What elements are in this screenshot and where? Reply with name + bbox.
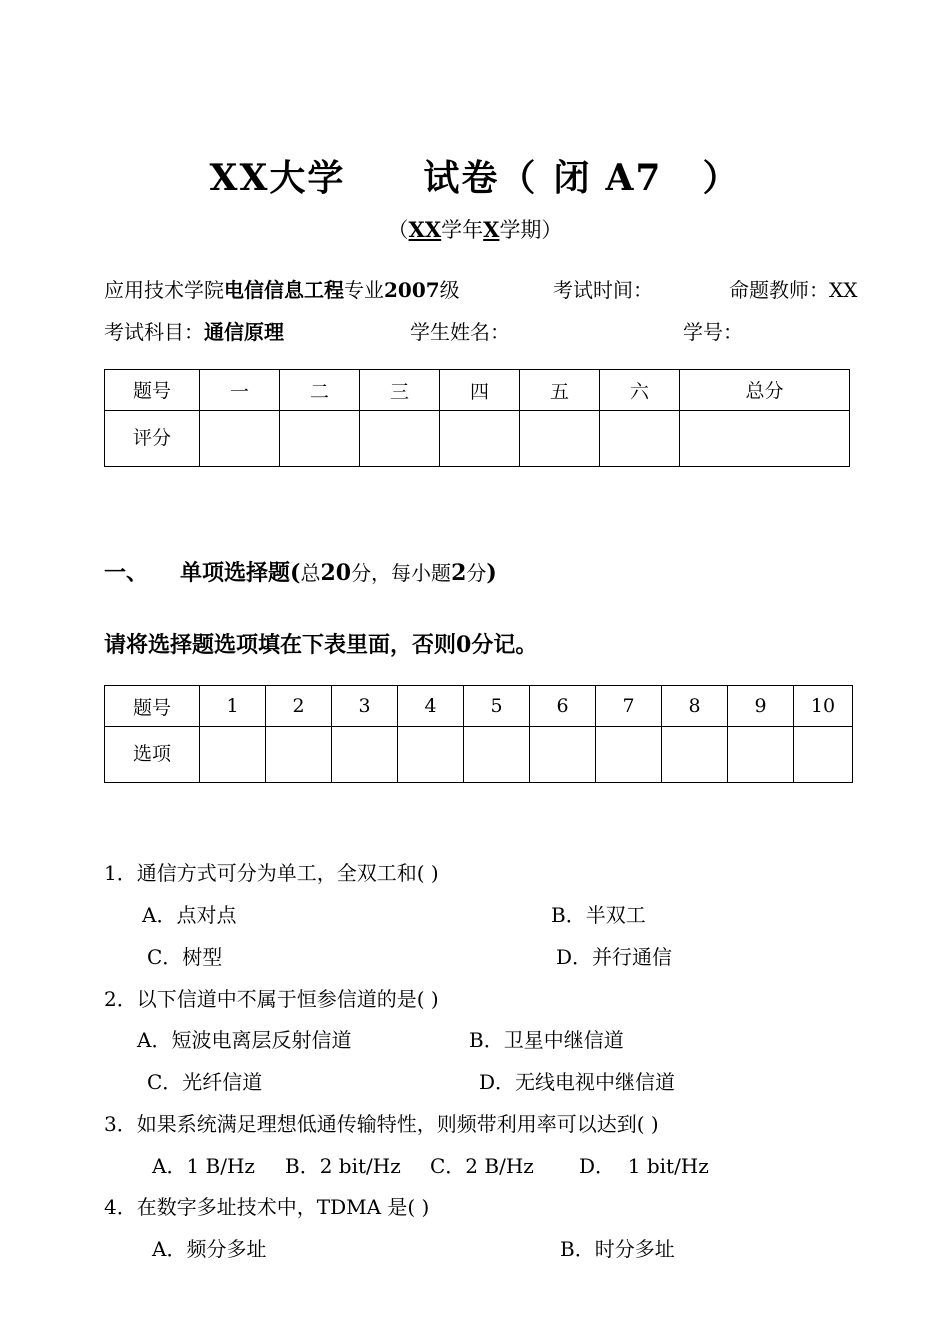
answer-col-4: 4	[398, 686, 464, 727]
question-2-option-d: D．无线电视中继信道	[479, 1070, 676, 1094]
score-cell[interactable]	[440, 411, 520, 467]
question-3-stem: 3．如果系统满足理想低通传输特性，则频带利用率可以达到( )	[104, 1112, 659, 1136]
question-1-option-b: B．半双工	[551, 903, 646, 927]
question-1-option-d: D．并行通信	[556, 945, 673, 969]
answer-table	[104, 685, 853, 783]
question-1-option-a: A．点对点	[142, 903, 237, 927]
major-suffix: 专业	[344, 278, 384, 302]
question-4-option-a: A．频分多址	[152, 1237, 267, 1261]
score-cell[interactable]	[600, 411, 680, 467]
section-1-heading	[104, 556, 497, 587]
answer-cell[interactable]	[530, 727, 596, 783]
question-2-option-a: A．短波电离层反射信道	[137, 1028, 352, 1052]
score-cell[interactable]	[200, 411, 280, 467]
score-col-5: 五	[520, 370, 600, 411]
score-col-2: 二	[280, 370, 360, 411]
score-col-6: 六	[600, 370, 680, 411]
answer-cell[interactable]	[398, 727, 464, 783]
section-1-total-label: 总	[300, 561, 321, 585]
score-table	[104, 369, 850, 467]
answer-col-1: 1	[200, 686, 266, 727]
answer-row-label: 选项	[105, 727, 200, 783]
subject-info	[104, 316, 284, 345]
answer-col-5: 5	[464, 686, 530, 727]
question-2-stem: 2．以下信道中不属于恒参信道的是( )	[104, 987, 439, 1011]
answer-cell[interactable]	[794, 727, 853, 783]
info-college-line	[104, 274, 460, 303]
grade: 2007	[384, 278, 440, 302]
question-1-option-c: C．树型	[147, 945, 223, 969]
question-3-option-a: A．1 B/Hz	[152, 1154, 255, 1178]
year-suffix: 学年	[441, 218, 484, 242]
instruction-post: 分记。	[471, 632, 538, 658]
student-id-label: 学号：	[683, 320, 743, 344]
score-table-header: 题号	[105, 370, 200, 411]
subject-name: 通信原理	[204, 320, 284, 344]
answer-cell[interactable]	[728, 727, 794, 783]
grade-suffix: 级	[439, 278, 460, 302]
answer-col-7: 7	[596, 686, 662, 727]
answer-col-6: 6	[530, 686, 596, 727]
exam-subtitle	[0, 214, 950, 244]
major: 电信信息工程	[224, 278, 344, 302]
answer-cell[interactable]	[596, 727, 662, 783]
answer-cell[interactable]	[464, 727, 530, 783]
question-3-option-d: D． 1 bit/Hz	[579, 1154, 709, 1178]
answer-col-8: 8	[662, 686, 728, 727]
section-1-number: 一、	[104, 560, 149, 586]
score-row-label: 评分	[105, 411, 200, 467]
score-cell[interactable]	[520, 411, 600, 467]
answer-instruction	[104, 628, 537, 659]
instruction-num: 0	[456, 632, 472, 658]
score-col-total: 总分	[680, 370, 850, 411]
question-2-option-c: C．光纤信道	[147, 1070, 263, 1094]
answer-col-2: 2	[266, 686, 332, 727]
section-1-total: 20	[320, 560, 352, 586]
title-close: ）	[702, 157, 741, 199]
score-col-4: 四	[440, 370, 520, 411]
question-3-option-b: B．2 bit/Hz	[285, 1154, 401, 1178]
section-1-note-mid: 分，每小题	[351, 561, 452, 585]
paper-code: A7	[605, 157, 663, 199]
term: X	[483, 217, 500, 242]
section-1-note-end: 分	[466, 561, 487, 585]
question-3-option-c: C．2 B/Hz	[430, 1154, 534, 1178]
question-1-stem: 1．通信方式可分为单工，全双工和( )	[104, 861, 439, 885]
subtitle-open: （	[387, 218, 409, 242]
answer-col-3: 3	[332, 686, 398, 727]
term-suffix: 学期）	[499, 218, 563, 242]
teacher-label: 命题教师：	[729, 278, 829, 302]
subject-label: 考试科目：	[104, 320, 204, 344]
score-cell-total[interactable]	[680, 411, 850, 467]
answer-col-9: 9	[728, 686, 794, 727]
score-cell[interactable]	[360, 411, 440, 467]
section-1-each: 2	[451, 560, 467, 586]
answer-cell[interactable]	[662, 727, 728, 783]
university-name: XX大学	[209, 157, 346, 199]
exam-time-label: 考试时间：	[553, 278, 653, 302]
answer-table-header: 题号	[105, 686, 200, 727]
question-4-option-b: B．时分多址	[560, 1237, 675, 1261]
answer-cell[interactable]	[200, 727, 266, 783]
score-col-1: 一	[200, 370, 280, 411]
teacher-info	[729, 274, 857, 303]
teacher-name: XX	[829, 278, 858, 302]
exam-kind: 闭	[553, 157, 592, 199]
answer-cell[interactable]	[332, 727, 398, 783]
instruction-pre: 请将选择题选项填在下表里面，否则	[104, 632, 457, 658]
exam-title	[0, 150, 950, 201]
section-1-close: )	[486, 560, 497, 586]
student-name-label: 学生姓名：	[410, 320, 510, 344]
college: 应用技术学院	[104, 278, 224, 302]
academic-year: XX	[408, 217, 442, 242]
section-1-title: 单项选择题(	[180, 560, 301, 586]
score-cell[interactable]	[280, 411, 360, 467]
answer-col-10: 10	[794, 686, 853, 727]
paper-label: 试卷（	[423, 157, 538, 199]
question-4-stem: 4．在数字多址技术中，TDMA 是( )	[104, 1195, 430, 1219]
question-2-option-b: B．卫星中继信道	[469, 1028, 624, 1052]
score-col-3: 三	[360, 370, 440, 411]
answer-cell[interactable]	[266, 727, 332, 783]
